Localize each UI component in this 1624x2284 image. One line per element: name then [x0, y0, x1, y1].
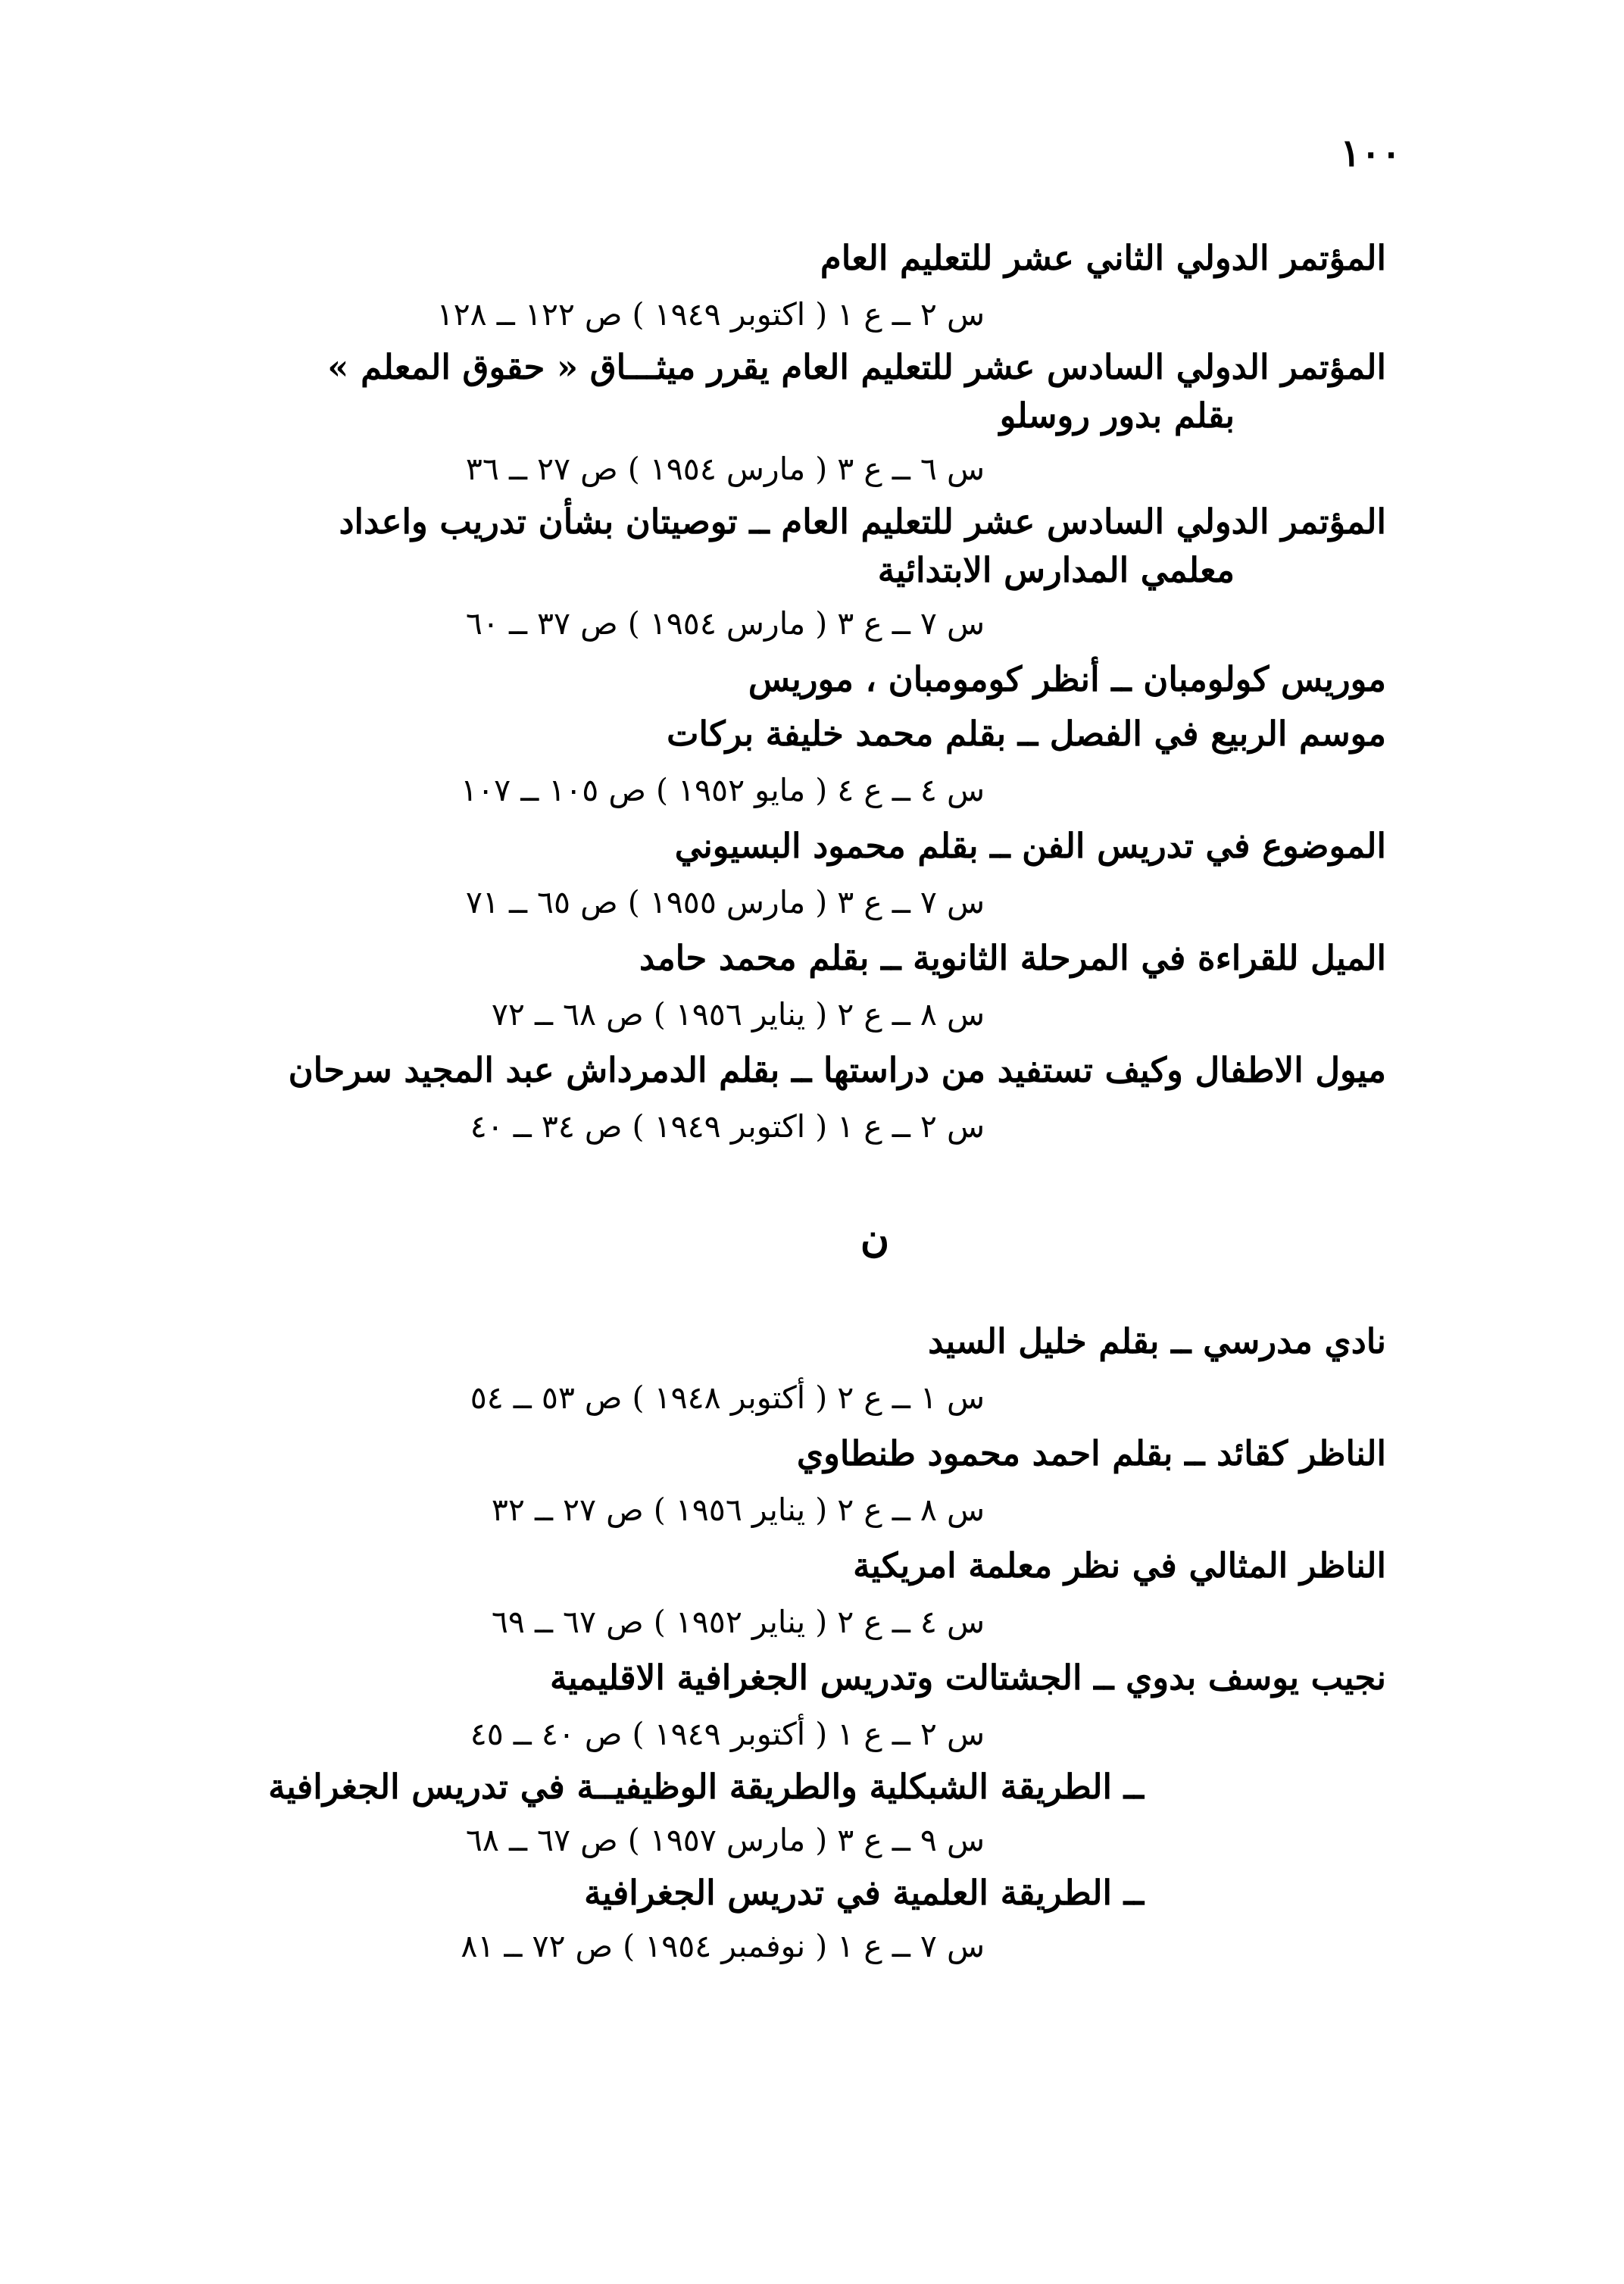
entry-reference: س ٧ ــ ع ٣ ( مارس ١٩٥٥ ) ص ٦٥ ــ ٧١ [465, 884, 985, 920]
entry-title-continuation: معلمي المدارس الابتدائية [877, 550, 1235, 590]
entry-title: ــ الطريقة العلمية في تدريس الجغرافية [584, 1873, 1144, 1913]
entry-reference: س ٤ ــ ع ٢ ( يناير ١٩٥٢ ) ص ٦٧ ــ ٦٩ [491, 1604, 985, 1640]
entry-title: الميل للقراءة في المرحلة الثانوية ــ بقلم محمد حامد [639, 938, 1386, 978]
index-entry [242, 343, 1386, 498]
entry-title-continuation: بقلم بدور روسلو [999, 395, 1235, 436]
entry-reference: س ٨ ــ ع ٢ ( يناير ١٩٥٦ ) ص ٦٨ ــ ٧٢ [491, 996, 985, 1033]
index-entry [242, 1539, 1386, 1651]
page-number: ١٠٠ [1340, 130, 1401, 175]
entry-title: الموضوع في تدريس الفن ــ بقلم محمود البسيوني [674, 826, 1386, 866]
entry-reference: س ١ ــ ع ٢ ( أكتوبر ١٩٤٨ ) ص ٥٣ ــ ٥٤ [470, 1379, 985, 1416]
entry-title: موسم الربيع في الفصل ــ بقلم محمد خليفة بركات [667, 714, 1386, 754]
entry-title-line: المؤتمر الدولي السادس عشر للتعليم العام ــ توصيتان بشأن تدريب واعداد [339, 501, 1386, 542]
index-entry [242, 819, 1386, 931]
entry-title: الناظر كقائد ــ بقلم احمد محمود طنطاوي [796, 1433, 1386, 1473]
entry-title: نادي مدرسي ــ بقلم خليل السيد [928, 1321, 1386, 1361]
entry-reference: س ٢ ــ ع ١ ( اكتوبر ١٩٤٩ ) ص ١٢٢ ــ ١٢٨ [436, 296, 985, 333]
entry-reference: س ٢ ــ ع ١ ( اكتوبر ١٩٤٩ ) ص ٣٤ ــ ٤٠ [470, 1108, 985, 1145]
index-entry [242, 931, 1386, 1043]
entry-reference: س ٢ ــ ع ١ ( أكتوبر ١٩٤٩ ) ص ٤٠ ــ ٤٥ [470, 1716, 985, 1752]
entry-title-line: المؤتمر الدولي السادس عشر للتعليم العام يقرر ميثـــاق « حقوق المعلم » [327, 347, 1386, 387]
index-entry [242, 498, 1386, 652]
entry-title [242, 343, 1386, 440]
entry-reference: س ٧ ــ ع ٣ ( مارس ١٩٥٤ ) ص ٣٧ ــ ٦٠ [465, 605, 985, 642]
entry-title: ــ الطريقة الشبكلية والطريقة الوظيفيــة في تدريس الجغرافية [268, 1767, 1144, 1807]
section-letter-heading: ن [860, 1215, 890, 1261]
entry-title: الناظر المثالي في نظر معلمة امريكية [853, 1545, 1386, 1586]
index-entry-continuation [242, 1763, 1386, 1869]
entry-reference: س ٧ ــ ع ١ ( نوفمبر ١٩٥٤ ) ص ٧٢ ــ ٨١ [461, 1928, 985, 1964]
entry-title: ميول الاطفال وكيف تستفيد من دراستها ــ بقلم الدمرداش عبد المجيد سرحان [288, 1050, 1386, 1090]
index-entry [242, 1314, 1386, 1426]
entry-reference: س ٨ ــ ع ٢ ( يناير ١٩٥٦ ) ص ٢٧ ــ ٣٢ [491, 1492, 985, 1528]
index-entry [242, 231, 1386, 343]
entry-reference: س ٤ ــ ع ٤ ( مايو ١٩٥٢ ) ص ١٠٥ ــ ١٠٧ [461, 772, 985, 808]
index-entry [242, 707, 1386, 819]
entry-title: موريس كولومبان ــ أنظر كومومبان ، موريس [748, 659, 1386, 699]
entry-reference: س ٦ ــ ع ٣ ( مارس ١٩٥٤ ) ص ٢٧ ــ ٣٦ [465, 451, 985, 487]
index-entries [242, 231, 1386, 1975]
index-entry [242, 1651, 1386, 1763]
index-entry-continuation [242, 1869, 1386, 1975]
entry-reference: س ٩ ــ ع ٣ ( مارس ١٩٥٧ ) ص ٦٧ ــ ٦٨ [465, 1822, 985, 1858]
index-entry [242, 1043, 1386, 1155]
index-entry-cross-reference [242, 652, 1386, 707]
entry-title: نجيب يوسف بدوي ــ الجشتالت وتدريس الجغرافية الاقليمية [549, 1658, 1386, 1698]
index-entry [242, 1426, 1386, 1539]
entry-title [242, 498, 1386, 595]
entry-title: المؤتمر الدولي الثاني عشر للتعليم العام [820, 238, 1386, 278]
